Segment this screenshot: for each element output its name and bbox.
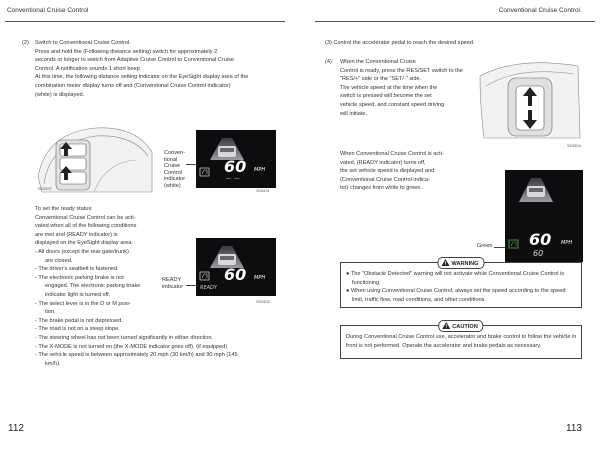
ready-line: are met and (READY indicator) is: [35, 231, 118, 238]
left-page-number: 112: [8, 423, 24, 434]
eyesight-display-speed-row: [505, 232, 583, 262]
caution-triangle-icon: [442, 322, 450, 329]
activated-line: When Conventional Cruise Control is acti-: [340, 151, 444, 157]
step-4-text: [340, 58, 472, 118]
set-speed-value: 60: [533, 249, 544, 258]
eyesight-display-ready: [196, 238, 276, 296]
step-4-line: When the Conventional Cruise: [340, 59, 416, 65]
condition-line: tion.: [45, 309, 56, 316]
ready-indicator: READY: [200, 285, 217, 291]
ready-line: Conventional Cruise Control can be acti-: [35, 214, 136, 221]
right-header-title: Conventional Cruise Control: [498, 7, 580, 14]
condition-line: - The steering wheel has not been turned significantly in either direction.: [35, 334, 214, 341]
condition-line: - The road is not on a steep slope.: [35, 326, 120, 333]
activated-line: the set vehicle speed is displayed and: [340, 168, 435, 175]
speed-unit: MPH: [254, 167, 266, 173]
condition-line: indicator light is turned off.: [45, 291, 111, 298]
step-4-line: will initiate.: [340, 110, 368, 117]
label-line: Conven-: [164, 150, 186, 156]
label-line: tional: [164, 156, 178, 163]
warning-item-text: When using Conventional Cruise Control, always set the speed according to the speed limit, traffic flow, road conditions, and other conditions.: [350, 288, 566, 303]
step-3-text: (3) Control the accelerator pedal to reach the desired speed.: [325, 40, 475, 46]
ready-indicator-label: [162, 277, 192, 290]
warning-list: [346, 270, 578, 304]
label-line: Cruise: [164, 163, 181, 170]
step-4-line: vehicle speed, and constant speed driving: [340, 101, 445, 108]
condition-line: - The select lever is in the D or M posi-: [35, 300, 131, 307]
activated-line: (Conventional Cruise Control indica-: [340, 176, 430, 183]
label-line: indicator: [162, 283, 184, 290]
step-2-line: Press and hold the (Following distance setting) switch for approximately 2: [35, 48, 218, 55]
condition-line: km/h).: [45, 360, 61, 367]
condition-line: are closed.: [45, 257, 73, 264]
activated-line: tor) changes from white to green.: [340, 185, 423, 192]
step-2-text: [35, 39, 285, 99]
step-2-number: (2): [22, 40, 29, 46]
set-speed-dashes: — —: [226, 176, 241, 182]
right-page-number: 113: [566, 423, 582, 434]
condition-line: - The X-MODE is not turned on (the X-MODE indicator goes off). (if equipped): [35, 343, 228, 350]
warning-title: WARNING: [451, 261, 479, 267]
step-4-line: Control is ready, press the RES/SET switch to the: [340, 67, 463, 74]
caution-text: During Conventional Cruise Control use, accelerator and brake control to follow the vehicle in front is not performed. Operate the accelerator and brake pedals as necessary.: [346, 334, 577, 349]
warning-item-text: The "Obstacle Detected" warning will not activate while Conventional Cruise Control is functioning.: [350, 271, 565, 286]
condition-line: - The driver's seatbelt is fastened.: [35, 266, 119, 273]
activated-line: vated, (READY indicator) turns off,: [340, 159, 426, 166]
warning-item: ● The "Obstacle Detected" warning will not activate while Conventional Cruise Control is functioning.: [346, 271, 565, 286]
step-4-line: "RES/+" side or the "SET/-" side.: [340, 76, 422, 83]
leader-line: [186, 164, 196, 165]
right-header-rule: [315, 21, 595, 22]
ready-line: displayed on the EyeSight display area.: [35, 240, 133, 247]
caution-title: CAUTION: [452, 324, 478, 330]
condition-line: - All doors (except the rear gate/trunk): [35, 249, 129, 255]
condition-line: - The vehicle speed is between approximately 20 mph (30 km/h) and 90 mph (145: [35, 352, 238, 359]
figure-code: S03431: [256, 188, 270, 193]
left-header-title: Conventional Cruise Control: [7, 7, 89, 14]
step-2-line: seconds or longer to switch from Adaptive Cruise Control to Conventional Cruise: [35, 57, 234, 64]
label-line: (white): [164, 182, 181, 189]
caution-box: [340, 325, 582, 359]
warning-item: ● When using Conventional Cruise Control, always set the speed according to the speed limit, traffic flow, road conditions, and other conditions.: [346, 288, 566, 303]
warning-tag: [437, 257, 484, 269]
green-indicator-label: Green: [477, 243, 493, 249]
steering-wheel-switch-illustration: [36, 122, 154, 194]
label-line: Control: [164, 169, 183, 176]
figure-code: S03397: [38, 186, 52, 191]
eyesight-display-green-indicator: [505, 170, 583, 232]
step-4-line: switch is pressed will become the set: [340, 93, 432, 100]
step-4-line: The vehicle speed at the time when the: [340, 84, 438, 91]
condition-line: - The brake pedal is not depressed.: [35, 317, 123, 324]
label-line: indicator: [164, 176, 186, 183]
res-set-switch-illustration: [478, 56, 582, 140]
warning-box: [340, 262, 582, 308]
step-2-line: (white) is displayed.: [35, 91, 85, 98]
ready-line: vated when all of the following conditions: [35, 223, 137, 230]
conventional-cruise-indicator-label: [164, 150, 198, 190]
step-2-line: Control. A notification sounds 1 short beep.: [35, 65, 142, 72]
condition-line: - The electronic parking brake is not: [35, 274, 124, 281]
warning-triangle-icon: [441, 259, 449, 266]
step-4-number: (4): [325, 59, 332, 65]
condition-line: engaged. The electronic parking brake: [45, 283, 141, 290]
speed-unit: MPH: [254, 275, 266, 281]
eyesight-display-white-indicator: [196, 130, 276, 188]
step-2-line: At this time, the following distance setting indicator on the EyeSight display area of the: [35, 74, 249, 81]
step-2-line: combination meter display turns off and (Conventional Cruise Control indicator): [35, 82, 231, 89]
speed-unit: MPH: [561, 240, 573, 246]
step-2-line: Switch to Conventional Cruise Control.: [35, 40, 131, 46]
speed-value: 60: [224, 157, 247, 176]
left-header-rule: [5, 21, 285, 22]
ready-line: To set the ready status:: [35, 206, 93, 212]
figure-code: S03432: [256, 299, 270, 304]
speed-value: 60: [529, 232, 552, 249]
speed-value: 60: [224, 265, 247, 284]
figure-code: S03394: [567, 143, 581, 148]
activated-text: [340, 150, 476, 193]
ready-status-text: [35, 205, 160, 248]
label-line: READY: [162, 277, 182, 283]
caution-tag: [438, 320, 483, 332]
